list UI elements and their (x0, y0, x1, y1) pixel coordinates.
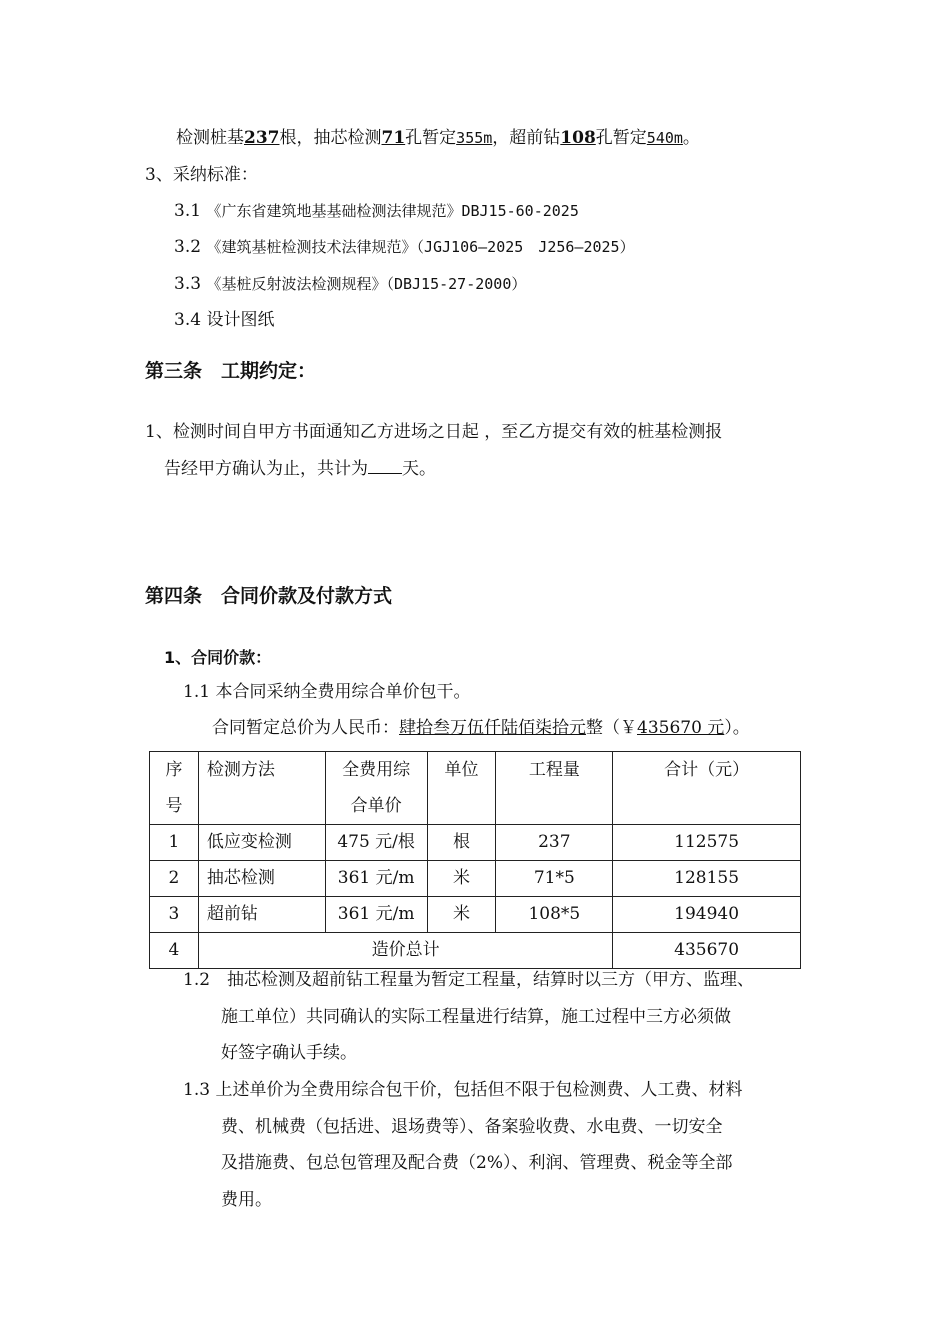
standards-title: 3、采纳标准： (145, 165, 258, 185)
table-row (150, 825, 801, 861)
days-blank (368, 457, 402, 474)
clause-1-3-line4: 费用。 (221, 1190, 272, 1210)
cell-seq: 4 (150, 933, 199, 969)
article4-heading: 第四条 合同价款及付款方式 (145, 585, 393, 607)
cell-unit-price: 361 元/m (325, 861, 427, 897)
cell-method: 低应变检测 (198, 825, 325, 861)
clause-1-2-line3: 好签字确认手续。 (221, 1043, 357, 1063)
cell-seq: 2 (150, 861, 199, 897)
cell-unit-price: 475 元/根 (325, 825, 427, 861)
intro-text-4: ，超前钻 (492, 128, 561, 148)
table-row (150, 861, 801, 897)
standard-num: 3.3 (174, 274, 202, 294)
header-method: 检测方法 (198, 752, 325, 825)
clause-1-3-line1: 1.3 上述单价为全费用综合包干价，包括但不限于包检测费、人工费、材料 (183, 1080, 743, 1100)
header-quantity: 工程量 (496, 752, 613, 825)
core-length: 355m (456, 129, 493, 147)
table-sum-row (150, 933, 801, 969)
cell-grand-total: 435670 (613, 933, 801, 969)
standard-text: 《建筑基桩检测技术法律规范》（JGJ106—2025 J256—2025） (206, 238, 635, 256)
header-unit: 单位 (427, 752, 496, 825)
standard-text: 《广东省建筑地基基础检测法律规范》DBJ15-60-2025 (206, 202, 579, 220)
table-header-row (150, 752, 801, 825)
total-prefix: 合同暂定总价为人民币： (212, 718, 399, 738)
cell-quantity: 108*5 (496, 897, 613, 933)
cell-unit-price: 361 元/m (325, 897, 427, 933)
standard-num: 3.2 (174, 237, 202, 257)
clause-1-3-line2: 费、机械费（包括进、退场费等）、备案验收费、水电费、一切安全 (221, 1117, 723, 1137)
header-unit-price: 全费用综 合单价 (325, 752, 427, 825)
fee-table (149, 751, 801, 969)
standard-item (174, 308, 274, 332)
drill-hole-count: 108 (560, 128, 596, 148)
standard-text: 《基桩反射波法检测规程》（DBJ15-27-2000） (206, 275, 527, 293)
total-mid: 整（￥ (586, 718, 637, 738)
intro-text-6: 。 (682, 128, 700, 148)
cell-total: 194940 (613, 897, 801, 933)
pile-count: 237 (244, 128, 280, 148)
cell-method: 抽芯检测 (198, 861, 325, 897)
cell-method: 超前钻 (198, 897, 325, 933)
article3-text: 告经甲方确认为止，共计为 (164, 459, 368, 479)
clause-1-1: 1.1 本合同采纳全费用综合单价包干。 (183, 682, 471, 702)
cell-quantity: 237 (496, 825, 613, 861)
core-hole-count: 71 (381, 128, 406, 148)
intro-text-3: 孔暂定 (405, 128, 457, 148)
clause-1-2-line2: 施工单位）共同确认的实际工程量进行结算，施工过程中三方必须做 (221, 1007, 731, 1027)
clause-1-2-line1: 1.2 抽芯检测及超前钻工程量为暂定工程量，结算时以三方（甲方、监理、 (183, 970, 755, 990)
article3-text-end: 天。 (402, 459, 436, 479)
article3-line1: 1、检测时间自甲方书面通知乙方进场之日起 ，至乙方提交有效的桩基检测报 (145, 422, 723, 442)
standard-num: 3.1 (174, 201, 202, 221)
cell-unit: 米 (427, 897, 496, 933)
total-in-numbers: 435670 元 (637, 718, 725, 738)
drill-length: 540m (646, 129, 683, 147)
total-suffix: ）。 (724, 718, 750, 738)
header-seq: 序 号 (150, 752, 199, 825)
intro-text-1: 检测桩基 (176, 128, 244, 148)
cell-sum-label: 造价总计 (198, 933, 612, 969)
cell-total: 112575 (613, 825, 801, 861)
cell-quantity: 71*5 (496, 861, 613, 897)
cell-unit: 米 (427, 861, 496, 897)
intro-text-2: 根，抽芯检测 (279, 128, 382, 148)
standard-item (174, 235, 635, 259)
header-total: 合计（元） (613, 752, 801, 825)
total-price-line (212, 716, 750, 740)
contract-price-subheading: 1、合同价款： (164, 648, 272, 667)
standard-item (174, 272, 526, 296)
cell-seq: 3 (150, 897, 199, 933)
clause-1-3-line3: 及措施费、包总包管理及配合费（2%）、利润、管理费、税金等全部 (221, 1153, 733, 1173)
article3-line2 (164, 457, 436, 481)
cell-total: 128155 (613, 861, 801, 897)
standard-text: 设计图纸 (206, 310, 275, 330)
table-row (150, 897, 801, 933)
intro-line (176, 126, 700, 150)
intro-text-5: 孔暂定 (595, 128, 647, 148)
total-in-words: 肆拾叁万伍仟陆佰柒拾元 (399, 718, 586, 738)
cell-seq: 1 (150, 825, 199, 861)
standard-item (174, 199, 579, 223)
standard-num: 3.4 (174, 310, 202, 330)
cell-unit: 根 (427, 825, 496, 861)
article3-heading: 第三条 工期约定： (145, 360, 317, 382)
